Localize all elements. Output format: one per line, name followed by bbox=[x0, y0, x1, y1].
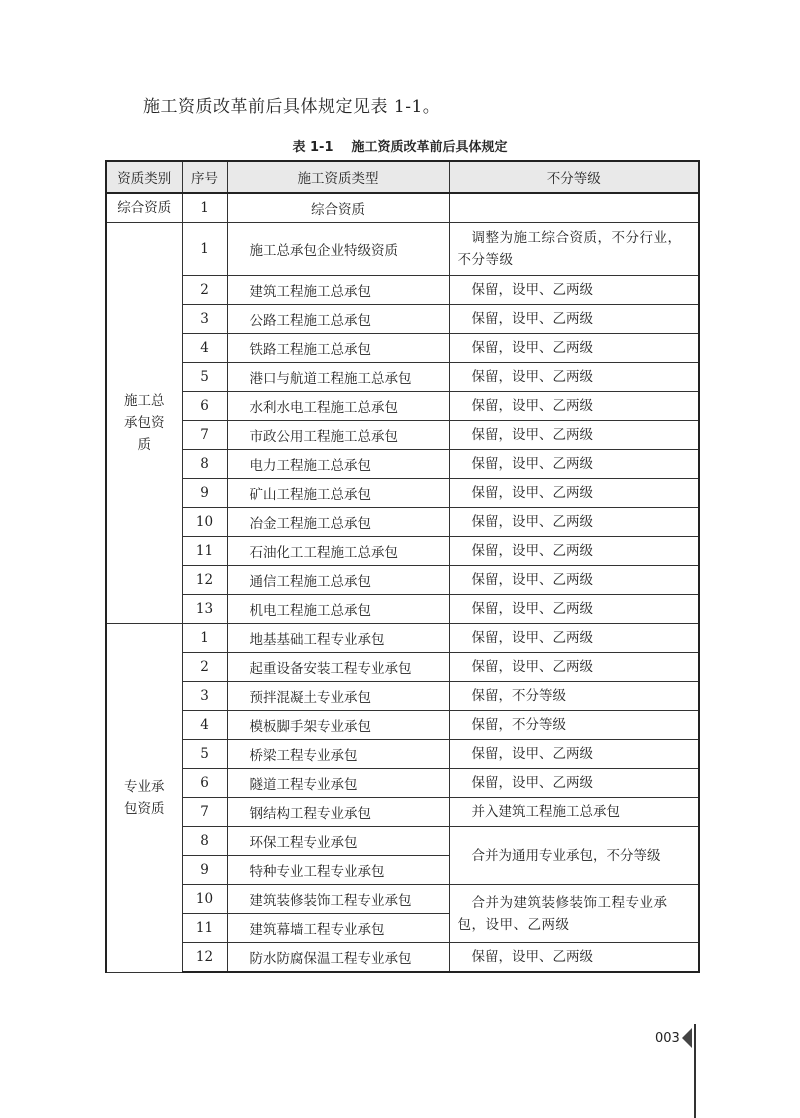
grade-cell: 保留，设甲、乙两级 bbox=[449, 653, 699, 682]
table-row bbox=[106, 682, 699, 711]
type-cell: 矿山工程施工总承包 bbox=[227, 479, 449, 508]
number-cell: 2 bbox=[182, 653, 227, 682]
number-cell: 10 bbox=[182, 508, 227, 537]
grade-cell: 保留，设甲、乙两级 bbox=[449, 537, 699, 566]
number-cell: 5 bbox=[182, 363, 227, 392]
table-row bbox=[106, 798, 699, 827]
grade-cell: 保留，设甲、乙两级 bbox=[449, 566, 699, 595]
intro-paragraph: 施工资质改革前后具体规定见表 1-1。 bbox=[143, 97, 441, 117]
number-cell: 3 bbox=[182, 305, 227, 334]
table-caption bbox=[0, 136, 800, 155]
grade-cell: 保留，设甲、乙两级 bbox=[449, 624, 699, 653]
type-cell: 地基基础工程专业承包 bbox=[227, 624, 449, 653]
number-cell: 9 bbox=[182, 856, 227, 885]
table-title: 施工资质改革前后具体规定 bbox=[351, 140, 508, 155]
table-row bbox=[106, 595, 699, 624]
type-cell: 市政公用工程施工总承包 bbox=[227, 421, 449, 450]
table-row bbox=[106, 223, 699, 276]
type-cell: 建筑幕墙工程专业承包 bbox=[227, 914, 449, 943]
header-category: 资质类别 bbox=[106, 161, 182, 193]
table-row bbox=[106, 508, 699, 537]
number-cell: 10 bbox=[182, 885, 227, 914]
number-cell: 12 bbox=[182, 943, 227, 973]
category-cell: 综合资质 bbox=[106, 193, 182, 223]
grade-cell: 保留，设甲、乙两级 bbox=[449, 363, 699, 392]
type-cell: 铁路工程施工总承包 bbox=[227, 334, 449, 363]
grade-cell: 保留，不分等级 bbox=[449, 682, 699, 711]
number-cell: 12 bbox=[182, 566, 227, 595]
number-cell: 8 bbox=[182, 827, 227, 856]
type-cell: 起重设备安装工程专业承包 bbox=[227, 653, 449, 682]
number-cell: 11 bbox=[182, 914, 227, 943]
category-cell bbox=[106, 624, 182, 973]
type-cell: 防水防腐保温工程专业承包 bbox=[227, 943, 449, 973]
table-row bbox=[106, 769, 699, 798]
page-number: 003 bbox=[655, 1031, 680, 1046]
type-cell: 建筑装修装饰工程专业承包 bbox=[227, 885, 449, 914]
type-cell: 水利水电工程施工总承包 bbox=[227, 392, 449, 421]
type-cell: 隧道工程专业承包 bbox=[227, 769, 449, 798]
table-row bbox=[106, 276, 699, 305]
type-cell: 港口与航道工程施工总承包 bbox=[227, 363, 449, 392]
number-cell: 1 bbox=[182, 223, 227, 276]
type-cell: 公路工程施工总承包 bbox=[227, 305, 449, 334]
grade-cell: 保留，设甲、乙两级 bbox=[449, 421, 699, 450]
table-row bbox=[106, 566, 699, 595]
table-row bbox=[106, 740, 699, 769]
grade-cell: 保留，不分等级 bbox=[449, 711, 699, 740]
header-grade: 不分等级 bbox=[449, 161, 699, 193]
type-cell: 桥梁工程专业承包 bbox=[227, 740, 449, 769]
number-cell: 4 bbox=[182, 711, 227, 740]
table-row bbox=[106, 943, 699, 973]
table-number: 表 1-1 bbox=[292, 140, 334, 155]
grade-cell: 并入建筑工程施工总承包 bbox=[449, 798, 699, 827]
number-cell: 2 bbox=[182, 276, 227, 305]
grade-cell: 合并为通用专业承包，不分等级 bbox=[449, 827, 699, 885]
table-row bbox=[106, 305, 699, 334]
table-row bbox=[106, 334, 699, 363]
type-cell: 预拌混凝土专业承包 bbox=[227, 682, 449, 711]
number-cell: 1 bbox=[182, 193, 227, 223]
number-cell: 1 bbox=[182, 624, 227, 653]
number-cell: 8 bbox=[182, 450, 227, 479]
page-edge-rule bbox=[694, 1024, 696, 1118]
grade-cell: 保留，设甲、乙两级 bbox=[449, 479, 699, 508]
grade-cell: 保留，设甲、乙两级 bbox=[449, 305, 699, 334]
type-cell: 综合资质 bbox=[227, 193, 449, 223]
grade-cell: 保留，设甲、乙两级 bbox=[449, 450, 699, 479]
grade-cell: 保留，设甲、乙两级 bbox=[449, 334, 699, 363]
category-label: 施工总承包资质 bbox=[124, 393, 165, 453]
table-row bbox=[106, 653, 699, 682]
type-cell: 石油化工工程施工总承包 bbox=[227, 537, 449, 566]
page-marker-triangle bbox=[682, 1028, 692, 1048]
type-cell: 施工总承包企业特级资质 bbox=[227, 223, 449, 276]
table-row bbox=[106, 479, 699, 508]
type-cell: 冶金工程施工总承包 bbox=[227, 508, 449, 537]
type-cell: 通信工程施工总承包 bbox=[227, 566, 449, 595]
table-header-row bbox=[106, 161, 699, 193]
grade-cell: 保留，设甲、乙两级 bbox=[449, 508, 699, 537]
grade-cell bbox=[449, 193, 699, 223]
header-number: 序号 bbox=[182, 161, 227, 193]
type-cell: 电力工程施工总承包 bbox=[227, 450, 449, 479]
category-cell bbox=[106, 223, 182, 624]
table-row bbox=[106, 392, 699, 421]
qualification-table bbox=[105, 160, 700, 973]
type-cell: 特种专业工程专业承包 bbox=[227, 856, 449, 885]
type-cell: 模板脚手架专业承包 bbox=[227, 711, 449, 740]
table-row bbox=[106, 450, 699, 479]
type-cell: 环保工程专业承包 bbox=[227, 827, 449, 856]
grade-cell: 保留，设甲、乙两级 bbox=[449, 769, 699, 798]
number-cell: 3 bbox=[182, 682, 227, 711]
number-cell: 9 bbox=[182, 479, 227, 508]
number-cell: 11 bbox=[182, 537, 227, 566]
grade-cell: 保留，设甲、乙两级 bbox=[449, 595, 699, 624]
grade-cell: 调整为施工综合资质，不分行业，不分等级 bbox=[449, 223, 699, 276]
category-label: 专业承包资质 bbox=[124, 778, 165, 817]
grade-cell: 保留，设甲、乙两级 bbox=[449, 392, 699, 421]
grade-cell: 合并为建筑装修装饰工程专业承包，设甲、乙两级 bbox=[449, 885, 699, 943]
table-row bbox=[106, 193, 699, 223]
number-cell: 6 bbox=[182, 769, 227, 798]
table-row bbox=[106, 624, 699, 653]
number-cell: 5 bbox=[182, 740, 227, 769]
table-row bbox=[106, 885, 699, 914]
grade-cell: 保留，设甲、乙两级 bbox=[449, 943, 699, 973]
number-cell: 7 bbox=[182, 421, 227, 450]
table-row bbox=[106, 711, 699, 740]
header-type: 施工资质类型 bbox=[227, 161, 449, 193]
table-row bbox=[106, 363, 699, 392]
number-cell: 4 bbox=[182, 334, 227, 363]
type-cell: 机电工程施工总承包 bbox=[227, 595, 449, 624]
grade-cell: 保留，设甲、乙两级 bbox=[449, 740, 699, 769]
type-cell: 建筑工程施工总承包 bbox=[227, 276, 449, 305]
type-cell: 钢结构工程专业承包 bbox=[227, 798, 449, 827]
table-row bbox=[106, 827, 699, 856]
number-cell: 6 bbox=[182, 392, 227, 421]
table-row bbox=[106, 537, 699, 566]
number-cell: 7 bbox=[182, 798, 227, 827]
table-row bbox=[106, 421, 699, 450]
grade-cell: 保留，设甲、乙两级 bbox=[449, 276, 699, 305]
number-cell: 13 bbox=[182, 595, 227, 624]
